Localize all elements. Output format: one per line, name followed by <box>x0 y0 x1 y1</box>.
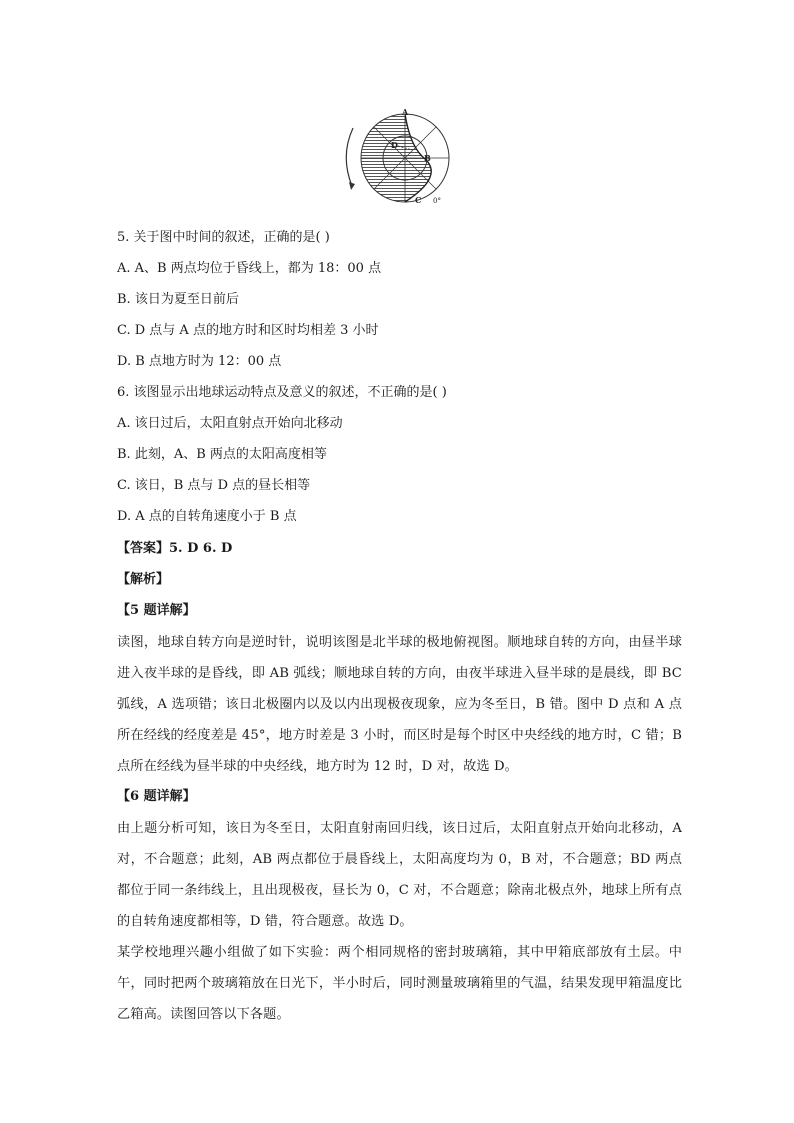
question-5-option-a: A. A、B 两点均位于昏线上，都为 18：00 点 <box>117 261 382 276</box>
question-6-option-b: B. 此刻，A、B 两点的太阳高度相等 <box>117 447 327 462</box>
question-5-stem: 5. 关于图中时间的叙述，正确的是( ) <box>117 230 330 245</box>
question-5-option-c: C. D 点与 A 点的地方时和区时均相差 3 小时 <box>117 323 379 338</box>
question-6-stem: 6. 该图显示出地球运动特点及意义的叙述，不正确的是( ) <box>117 385 447 400</box>
label-a: A <box>402 107 409 117</box>
label-zero-degree: 0° <box>433 197 441 205</box>
rotation-arrowhead-icon <box>349 182 355 190</box>
question-6-option-d: D. A 点的自转角速度小于 B 点 <box>117 509 297 524</box>
rotation-arrow <box>346 128 353 186</box>
polar-view-diagram <box>340 106 460 210</box>
q6-detail-text: 由上题分析可知，该日为冬至日，太阳直射南回归线，该日过后，太阳直射点开始向北移动，A 对，不合题意；此刻，AB 两点都位于晨昏线上，太阳高度均为 0，B 对，不合题意；BD 两点都位于同一条纬线上，且出现极夜，昼长为 0，C 对，不合题意；除南北极点外，地球上所有点的自转角速度都相等，D 错，符合题意。故选 D。 <box>117 821 682 929</box>
analysis-heading: 【解析】 <box>117 572 170 587</box>
q6-detail-heading: 【6 题详解】 <box>117 789 196 804</box>
next-question-intro: 某学校地理兴趣小组做了如下实验：两个相同规格的密封玻璃箱，其中甲箱底部放有土层。中午，同时把两个玻璃箱放在日光下，半小时后，同时测量玻璃箱里的气温，结果发现甲箱温度比乙箱高。读图回答以下各题。 <box>117 945 682 1022</box>
label-d: D <box>391 140 398 150</box>
question-5-option-d: D. B 点地方时为 12：00 点 <box>117 354 282 369</box>
answer-line: 【答案】5. D 6. D <box>117 541 233 556</box>
q5-detail-heading: 【5 题详解】 <box>117 603 196 618</box>
label-c: C <box>415 195 422 205</box>
q5-detail-text: 读图，地球自转方向是逆时针，说明该图是北半球的极地俯视图。顺地球自转的方向，由昼半球进入夜半球的是昏线，即 AB 弧线；顺地球自转的方向，由夜半球进入昼半球的是晨线，即 BC 弧线，A 选项错；该日北极圈内以及以内出现极夜现象，应为冬至日，B 错。图中 D 点和 A 点所在经线的经度差是 45°，地方时差是 3 小时，而区时是每个时区中央经线的地方时，C 错；B 点所在经线为昼半球的中央经线，地方时为 12 时，D 对，故选 D。 <box>117 635 682 774</box>
question-6-option-a: A. 该日过后，太阳直射点开始向北移动 <box>117 416 343 431</box>
question-6-option-c: C. 该日，B 点与 D 点的昼长相等 <box>117 478 311 493</box>
question-5-option-b: B. 该日为夏至日前后 <box>117 292 239 307</box>
earth-illumination-figure <box>340 106 460 210</box>
label-b: B <box>424 153 431 163</box>
